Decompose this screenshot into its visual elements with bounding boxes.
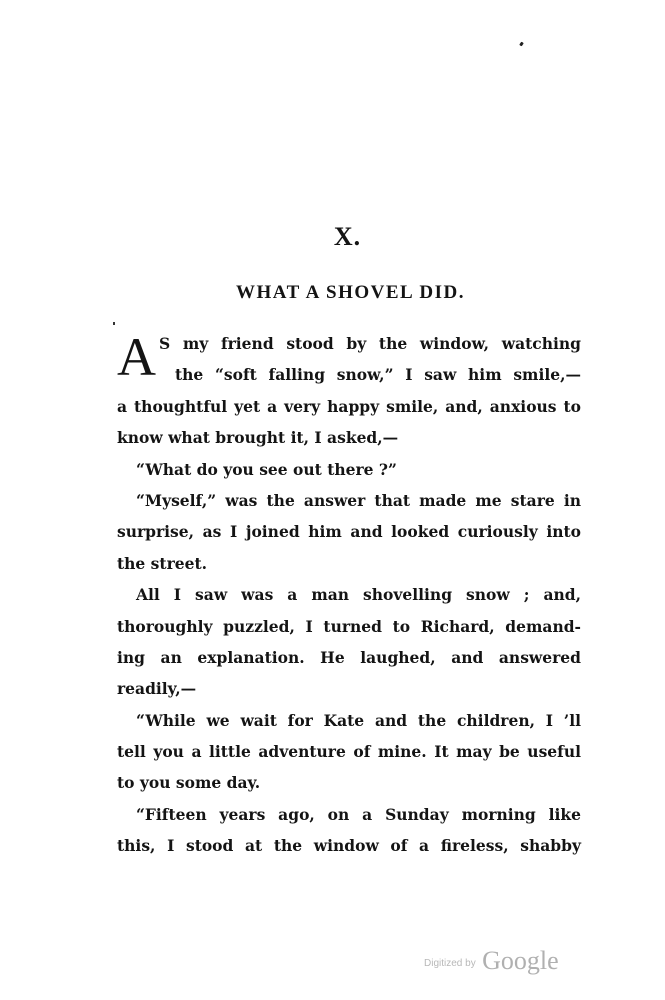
text-line: the “soft falling snow,” I saw him smile,— <box>175 365 581 385</box>
text-line: a thoughtful yet a very happy smile, and, anxious to <box>117 396 581 416</box>
text-line: “While we wait for Kate and the children, I ’ll <box>136 710 581 730</box>
text-line: to you some day. <box>117 773 261 793</box>
watermark-prefix: Digitized by <box>424 958 476 969</box>
text-line: “Fifteen years ago, on a Sunday morning like <box>136 804 581 824</box>
text-line: thoroughly puzzled, I turned to Richard, demand- <box>117 616 581 636</box>
chapter-number: X. <box>333 222 362 251</box>
text-line: All I saw was a man shovelling snow ; and, <box>136 585 581 605</box>
ink-speck <box>113 322 115 325</box>
watermark-brand: Google <box>482 946 559 975</box>
chapter-body <box>117 328 581 862</box>
digitized-watermark <box>424 946 559 976</box>
line-text: S my friend stood by the window, watching <box>159 334 581 353</box>
text-line: readily,— <box>117 679 197 699</box>
text-line: the street. <box>117 553 208 573</box>
ink-speck <box>519 42 524 47</box>
text-line: know what brought it, I asked,— <box>117 428 399 448</box>
text-line: “What do you see out there ?” <box>136 459 397 479</box>
drop-cap: A <box>117 327 156 387</box>
text-line: this, I stood at the window of a fireless, shabby <box>117 836 581 856</box>
chapter-title: WHAT A SHOVEL DID. <box>235 282 466 303</box>
text-line: tell you a little adventure of mine. It may be useful <box>117 742 581 762</box>
text-line: ing an explanation. He laughed, and answered <box>117 647 581 667</box>
text-line: “Myself,” was the answer that made me stare in <box>136 490 581 510</box>
text-line: surprise, as I joined him and looked curiously into <box>117 522 581 542</box>
